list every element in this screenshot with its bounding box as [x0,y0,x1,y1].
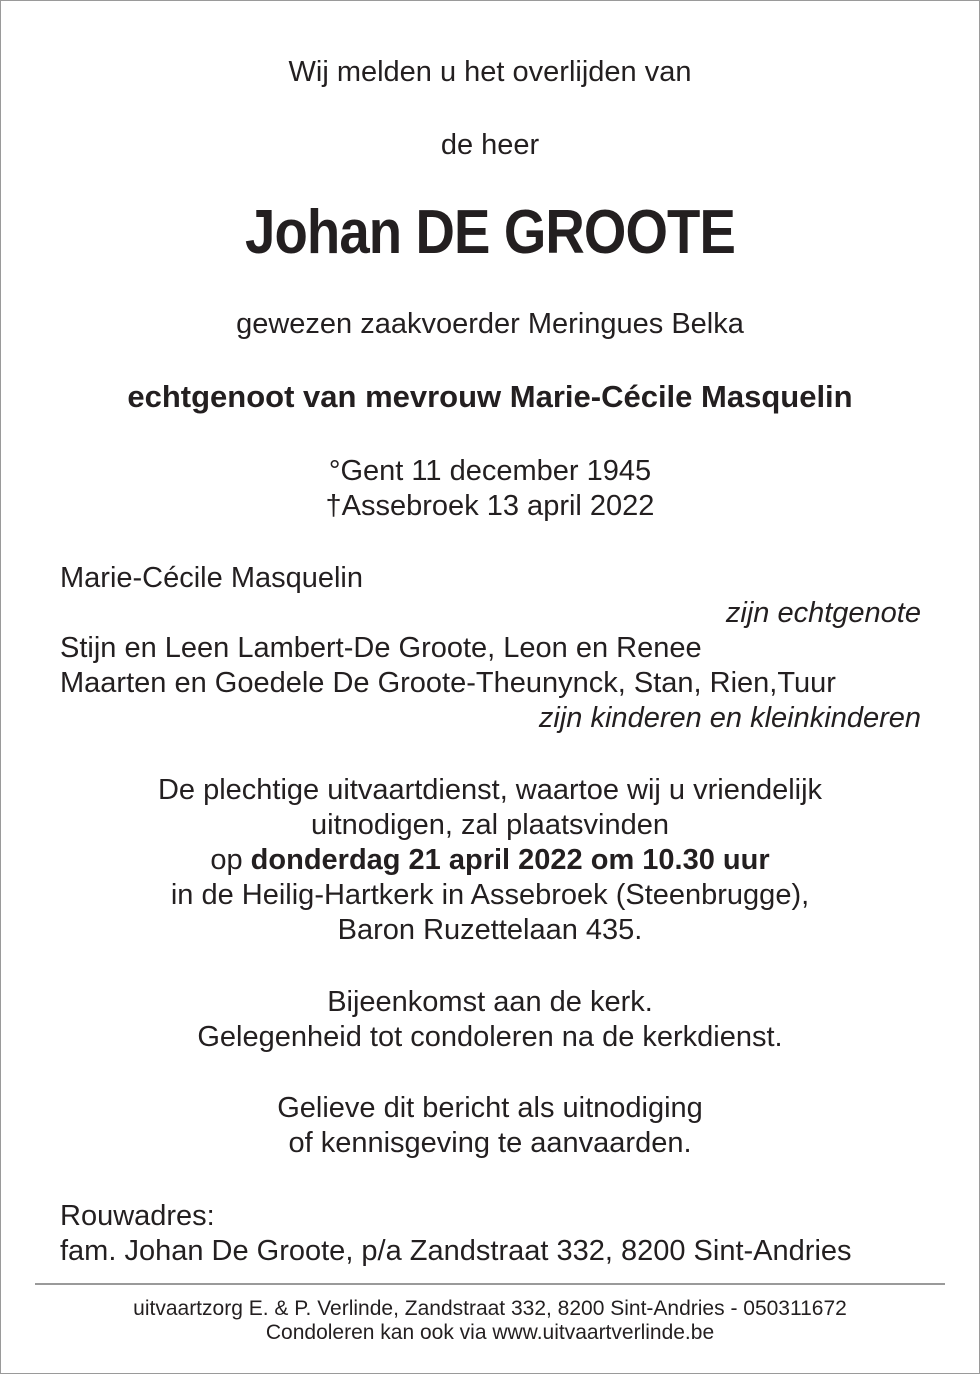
request-line-1: Gelieve dit bericht als uitnodiging [277,1092,703,1124]
occupation: gewezen zaakvoerder Meringues Belka [236,308,744,340]
request-line-2: of kennisgeving te aanvaarden. [288,1127,692,1159]
children-line-2: Maarten en Goedele De Groote-Theunynck, Stan, Rien,Tuur [60,667,836,699]
children-line-1: Stijn en Leen Lambert-De Groote, Leon en Renee [60,632,702,664]
footer-line-1: uitvaartzorg E. & P. Verlinde, Zandstraat 332, 8200 Sint-Andries - 050311672 [133,1297,847,1320]
service-date-line [0,843,980,877]
death-line: †Assebroek 13 april 2022 [325,490,655,522]
children-role: zijn kinderen en kleinkinderen [538,702,921,734]
gathering-line-2: Gelegenheid tot condoleren na de kerkdienst. [197,1021,783,1053]
gathering-line-1: Bijeenkomst aan de kerk. [327,986,653,1018]
intro-text: Wij melden u het overlijden van [288,56,692,88]
address-value: fam. Johan De Groote, p/a Zandstraat 332, 8200 Sint-Andries [60,1235,852,1267]
service-line-1: De plechtige uitvaartdienst, waartoe wij u vriendelijk [157,774,823,806]
spouse-line: echtgenoot van mevrouw Marie-Cécile Masquelin [127,379,853,414]
service-line-5: Baron Ruzettelaan 435. [337,914,643,946]
spouse-role: zijn echtgenote [725,597,921,629]
birth-line: °Gent 11 december 1945 [328,455,652,487]
honorific: de heer [440,129,540,161]
spouse-name: Marie-Cécile Masquelin [60,562,363,594]
service-line-4: in de Heilig-Hartkerk in Assebroek (Steenbrugge), [170,879,810,911]
address-label: Rouwadres: [60,1200,215,1232]
service-date: donderdag 21 april 2022 om 10.30 uur [250,844,770,876]
service-line-2: uitnodigen, zal plaatsvinden [311,809,669,841]
footer-divider [35,1283,945,1285]
deceased-name: Johan DE GROOTE [244,198,736,267]
footer-line-2: Condoleren kan ook via www.uitvaartverlinde.be [265,1321,715,1344]
service-date-prefix: op [210,844,243,876]
